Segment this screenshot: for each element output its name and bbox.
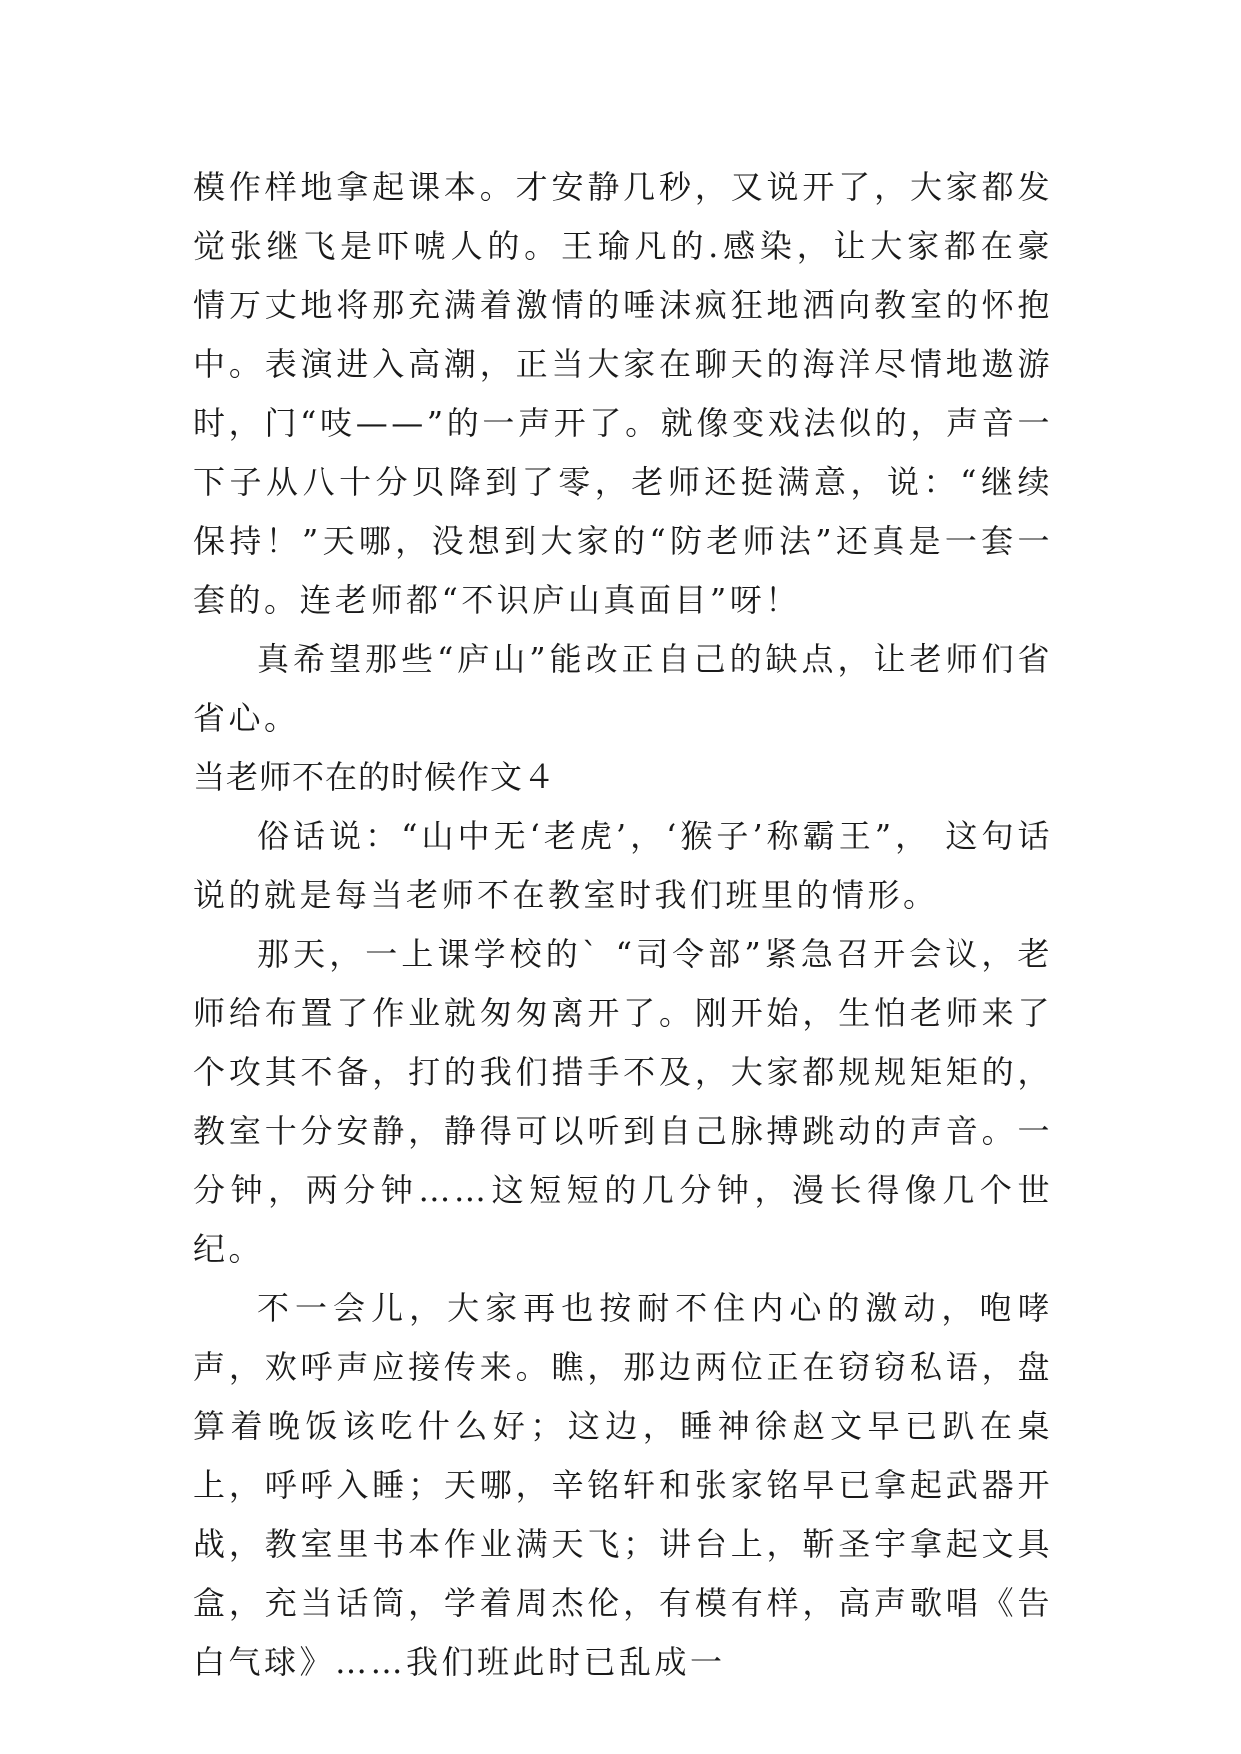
section-title: 当老师不在的时候作文４ bbox=[193, 758, 557, 796]
paragraph-chaos: 不一会儿，大家再也按耐不住内心的激动，咆哮声，欢呼声应接传来。瞧，那边两位正在窃窃私语，盘算着晚饭该吃什么好；这边，睡神徐赵文早已趴在桌上，呼呼入睡；天哪，辛铭轩和张家铭早已拿起武器开战，教室里书本作业满天飞；讲台上，靳圣宇拿起文具盒，充当话筒，学着周杰伦，有模有样，高声歌唱《告白气球》……我们班此时已乱成一 bbox=[193, 1289, 1053, 1681]
paragraph-continued: 模作样地拿起课本。才安静几秒，又说开了，大家都发觉张继飞是吓唬人的。王瑜凡的.感染，让大家都在豪情万丈地将那充满着激情的唾沫疯狂地洒向教室的怀抱中。表演进入高潮，正当大家在聊天的海洋尽情地遨游时，门“吱——”的一声开了。就像变戏法似的，声音一下子从八十分贝降到了零，老师还挺满意，说：“继续保持！”天哪，没想到大家的“防老师法”还真是一套一套的。连老师都“不识庐山真面目”呀！ bbox=[193, 168, 1053, 619]
paragraph-wish: 真希望那些“庐山”能改正自己的缺点，让老师们省省心。 bbox=[193, 640, 1053, 737]
paragraph-proverb: 俗话说：“山中无‘老虎’，‘猴子’称霸王”， 这句话说的就是每当老师不在教室时我们班里的情形。 bbox=[193, 817, 1053, 914]
paragraph-meeting: 那天，一上课学校的` “司令部”紧急召开会议，老师给布置了作业就匆匆离开了。刚开始，生怕老师来了个攻其不备，打的我们措手不及，大家都规规矩矩的，教室十分安静，静得可以听到自己脉搏跳动的声音。一分钟，两分钟……这短短的几分钟，漫长得像几个世纪。 bbox=[193, 935, 1053, 1268]
document-body bbox=[193, 158, 1053, 1692]
